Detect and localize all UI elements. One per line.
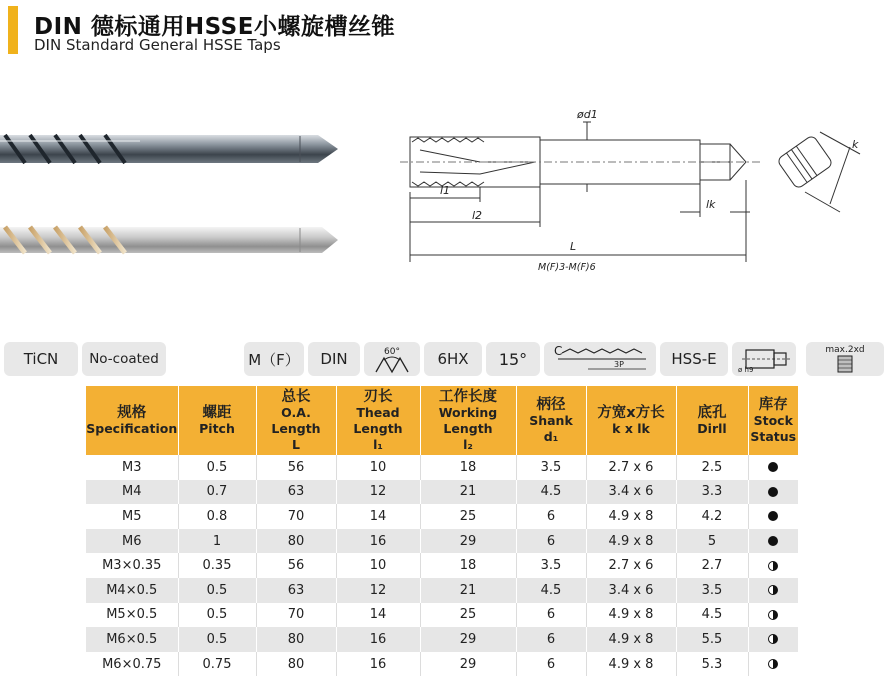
- table-cell: 29: [420, 529, 516, 554]
- table-cell: 0.5: [178, 455, 256, 480]
- table-cell: 1: [178, 529, 256, 554]
- table-cell: 56: [256, 455, 336, 480]
- table-row: [86, 455, 798, 480]
- partial-stock-icon: [768, 610, 778, 620]
- coating-ticn-label: TiCN: [23, 350, 59, 368]
- column-header-sub: l₂: [463, 437, 473, 452]
- chamfer-sub-label: 3P: [614, 360, 624, 369]
- spec-icon-bar: [0, 342, 885, 378]
- table-cell: 4.9 x 8: [586, 627, 676, 652]
- label-thread-range: M(F)3-M(F)6: [538, 262, 596, 273]
- table-cell: 14: [336, 603, 420, 628]
- label-L: L: [570, 240, 577, 253]
- table-cell: 10: [336, 553, 420, 578]
- standard-badge: [308, 342, 360, 376]
- no-coated-tap-image: [0, 227, 338, 253]
- column-header-en: k x lk: [612, 421, 650, 436]
- label-l2: l2: [472, 209, 483, 222]
- column-header: [86, 386, 178, 455]
- table-cell: 70: [256, 603, 336, 628]
- table-cell: 25: [420, 504, 516, 529]
- shank-tolerance-label: ø h9: [738, 366, 754, 374]
- in-stock-icon: [768, 511, 778, 521]
- table-cell: M4: [86, 480, 178, 505]
- in-stock-icon: [768, 462, 778, 472]
- hole-depth-label: max.2xd: [825, 345, 865, 355]
- shank-tolerance-icon: [732, 342, 796, 376]
- table-cell: M6×0.5: [86, 627, 178, 652]
- table-cell: 80: [256, 652, 336, 677]
- table-cell: 16: [336, 652, 420, 677]
- table-cell: M6: [86, 529, 178, 554]
- table-cell: 6: [516, 529, 586, 554]
- spec-table: [86, 386, 798, 676]
- standard-label: DIN: [320, 350, 348, 368]
- table-cell: 63: [256, 578, 336, 603]
- column-header-sub: l₁: [373, 437, 383, 452]
- coating-none-label: No-coated: [89, 351, 159, 367]
- table-cell: 56: [256, 553, 336, 578]
- column-header-en: O.A. Length: [271, 405, 321, 436]
- in-stock-icon: [768, 536, 778, 546]
- column-header: [516, 386, 586, 455]
- table-cell: 4.9 x 8: [586, 504, 676, 529]
- stock-status-cell: [748, 480, 798, 505]
- column-header: [336, 386, 420, 455]
- thread-type-label: M（F）: [248, 350, 300, 369]
- table-cell: 4.2: [676, 504, 748, 529]
- stock-status-cell: [748, 455, 798, 480]
- table-cell: 0.8: [178, 504, 256, 529]
- table-cell: 6: [516, 652, 586, 677]
- table-row: [86, 480, 798, 505]
- table-cell: 3.3: [676, 480, 748, 505]
- table-row: [86, 529, 798, 554]
- table-cell: M5: [86, 504, 178, 529]
- thread-angle-icon: [364, 342, 420, 376]
- table-cell: 6: [516, 504, 586, 529]
- stock-status-cell: [748, 652, 798, 677]
- table-cell: 21: [420, 480, 516, 505]
- stock-status-cell: [748, 529, 798, 554]
- thread-type-badge: [244, 342, 304, 376]
- column-header-en: Dirll: [697, 421, 727, 436]
- stock-status-cell: [748, 578, 798, 603]
- table-cell: 25: [420, 603, 516, 628]
- table-cell: 29: [420, 627, 516, 652]
- column-header-sub: L: [292, 437, 300, 452]
- stock-status-cell: [748, 504, 798, 529]
- column-header: [256, 386, 336, 455]
- product-photo: [0, 105, 345, 280]
- table-cell: 18: [420, 553, 516, 578]
- column-header: [748, 386, 798, 455]
- partial-stock-icon: [768, 634, 778, 644]
- table-header-row: [86, 386, 798, 455]
- partial-stock-icon: [768, 585, 778, 595]
- column-header: [586, 386, 676, 455]
- column-header-cn: 螺距: [202, 405, 232, 421]
- tolerance-label: 6HX: [437, 350, 469, 368]
- table-body: [86, 455, 798, 676]
- table-row: [86, 504, 798, 529]
- table-row: [86, 553, 798, 578]
- table-cell: 5.5: [676, 627, 748, 652]
- material-label: HSS-E: [671, 350, 717, 368]
- column-header-en: Stock: [753, 413, 793, 428]
- column-header-en: Working Length: [438, 405, 498, 436]
- chamfer-label: C: [554, 344, 563, 358]
- table-cell: 4.5: [516, 480, 586, 505]
- label-d1: ød1: [577, 108, 598, 121]
- table-cell: 5: [676, 529, 748, 554]
- column-header-sub: Status: [750, 429, 797, 444]
- table-cell: 0.35: [178, 553, 256, 578]
- table-cell: 3.5: [516, 455, 586, 480]
- table-cell: 4.5: [516, 578, 586, 603]
- table-cell: 0.5: [178, 578, 256, 603]
- table-cell: M3: [86, 455, 178, 480]
- thread-angle-label: 60°: [384, 347, 400, 357]
- table-cell: M4×0.5: [86, 578, 178, 603]
- partial-stock-icon: [768, 659, 778, 669]
- technical-drawing: [400, 92, 880, 277]
- table-cell: 29: [420, 652, 516, 677]
- table-cell: 5.3: [676, 652, 748, 677]
- table-cell: 4.9 x 8: [586, 652, 676, 677]
- table-cell: 6: [516, 603, 586, 628]
- table-cell: M6×0.75: [86, 652, 178, 677]
- table-cell: 70: [256, 504, 336, 529]
- column-header-en: Thead Length: [353, 405, 403, 436]
- table-row: [86, 652, 798, 677]
- ticn-tap-image: [0, 135, 338, 163]
- column-header: [676, 386, 748, 455]
- table-cell: 12: [336, 480, 420, 505]
- column-header-cn: 库存: [758, 397, 788, 413]
- table-cell: 0.75: [178, 652, 256, 677]
- column-header-en: Pitch: [199, 421, 235, 436]
- table-cell: 2.7: [676, 553, 748, 578]
- table-cell: 63: [256, 480, 336, 505]
- table-cell: 80: [256, 529, 336, 554]
- table-cell: 14: [336, 504, 420, 529]
- helix-angle-label: 15°: [498, 349, 528, 369]
- table-cell: 80: [256, 627, 336, 652]
- table-cell: 21: [420, 578, 516, 603]
- column-header: [178, 386, 256, 455]
- hole-depth-icon: [806, 342, 884, 376]
- page-subtitle: DIN Standard General HSSE Taps: [34, 36, 281, 54]
- table-cell: M3×0.35: [86, 553, 178, 578]
- column-header-cn: 底孔: [697, 405, 727, 421]
- table-row: [86, 603, 798, 628]
- table-cell: 4.5: [676, 603, 748, 628]
- column-header-cn: 规格: [117, 405, 147, 421]
- table-cell: 4.9 x 8: [586, 603, 676, 628]
- table-cell: 2.7 x 6: [586, 553, 676, 578]
- coating-none-badge: [82, 342, 166, 376]
- table-cell: 16: [336, 627, 420, 652]
- table-cell: 18: [420, 455, 516, 480]
- table-cell: 10: [336, 455, 420, 480]
- table-cell: 3.5: [516, 553, 586, 578]
- stock-status-cell: [748, 553, 798, 578]
- partial-stock-icon: [768, 561, 778, 571]
- column-header-cn: 总长: [281, 389, 311, 405]
- chamfer-icon: [544, 342, 656, 376]
- stock-status-cell: [748, 627, 798, 652]
- tolerance-badge: [424, 342, 482, 376]
- table-row: [86, 578, 798, 603]
- table-row: [86, 627, 798, 652]
- label-k: k: [852, 138, 859, 151]
- column-header-en: Shank: [529, 413, 573, 428]
- column-header-en: Specification: [86, 421, 178, 436]
- table-cell: 3.5: [676, 578, 748, 603]
- table-cell: 4.9 x 8: [586, 529, 676, 554]
- column-header-cn: 柄径: [536, 397, 566, 413]
- column-header-cn: 方宽x方长: [597, 405, 665, 421]
- table-cell: 12: [336, 578, 420, 603]
- accent-bar: [8, 6, 18, 54]
- table-cell: 0.7: [178, 480, 256, 505]
- column-header-cn: 刃长: [363, 389, 393, 405]
- table-cell: M5×0.5: [86, 603, 178, 628]
- table-cell: 3.4 x 6: [586, 480, 676, 505]
- column-header-sub: d₁: [543, 429, 559, 444]
- stock-status-cell: [748, 603, 798, 628]
- table-cell: 0.5: [178, 627, 256, 652]
- label-lk: lk: [706, 198, 716, 211]
- column-header-cn: 工作长度: [439, 389, 497, 405]
- helix-angle-badge: [486, 342, 540, 376]
- in-stock-icon: [768, 487, 778, 497]
- column-header: [420, 386, 516, 455]
- table-cell: 16: [336, 529, 420, 554]
- page-title: DIN 德标通用HSSE小螺旋槽丝锥: [34, 14, 395, 40]
- table-cell: 2.5: [676, 455, 748, 480]
- table-cell: 6: [516, 627, 586, 652]
- table-cell: 3.4 x 6: [586, 578, 676, 603]
- coating-ticn-badge: [4, 342, 78, 376]
- label-l1: l1: [440, 184, 451, 197]
- table-cell: 0.5: [178, 603, 256, 628]
- material-badge: [660, 342, 728, 376]
- table-cell: 2.7 x 6: [586, 455, 676, 480]
